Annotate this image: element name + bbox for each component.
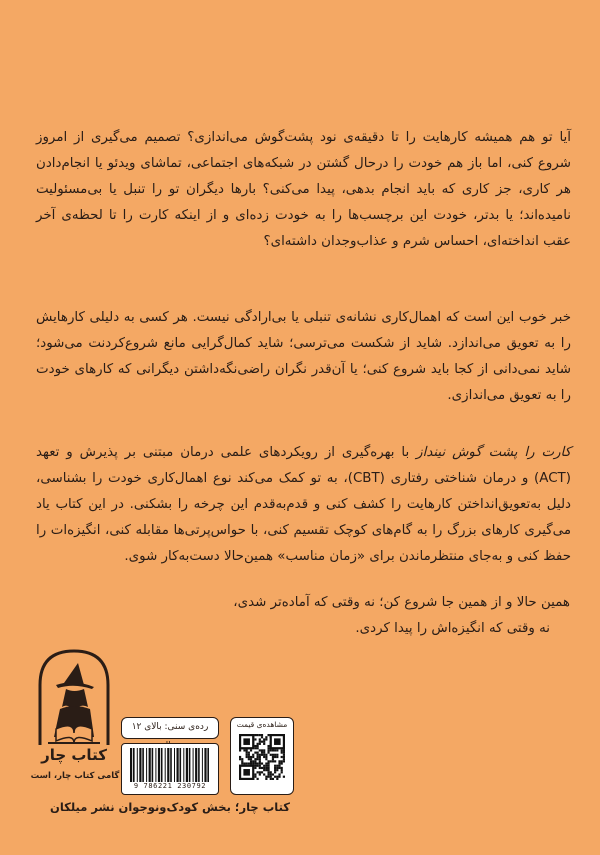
closing-line-1: همین حالا و از همین جا شروع کن؛ نه وقتی که آماده‌تر شدی،: [233, 595, 570, 610]
barcode-icon: [128, 748, 212, 782]
publisher-logo-name: کتاب چار: [41, 746, 107, 764]
good-news-paragraph: خبر خوب این است که اهمال‌کاری نشانه‌ی تنبلی یا بی‌ارادگی نیست. هر کسی به دلیلی کارهایش را به تعویق می‌اندازد. شاید از شکست می‌ترسی؛ شاید کمال‌گرایی مانع شروع‌کردنت می‌شود؛ شاید نمی‌دانی از کجا باید شروع کنی؛ یا آن‌قدر نگران راضی‌نگه‌داشتن دیگرانی که کارهای خودت را به تعویق می‌اندازی.: [36, 310, 571, 403]
closing-quote: [60, 590, 580, 642]
book-description-paragraph: [36, 440, 571, 570]
publisher-slogan: گامی کتاب چار، است: [30, 771, 120, 781]
qr-code-icon[interactable]: [239, 734, 285, 780]
intro-paragraph: آیا تو هم همیشه کارهایت را تا دقیقه‌ی نود پشت‌گوش می‌اندازی؟ تصمیم می‌گیری از امروز شروع کنی، اما باز هم خودت را درحال گشتن در شبکه‌های اجتماعی، تماشای ویدئو یا انجام‌دادن هر کاری، جز کاری که باید انجام بدهی، پیدا می‌کنی؟ بارها دیگران تو را تنبل یا بی‌مسئولیت نامیده‌اند؛ یا بدتر، خودت این برچسب‌ها را به خودت زده‌ای و از اینکه کارت را تا لحظه‌ی آخر عقب انداخته‌ای، احساس شرم و عذاب‌وجدان داشته‌ای؟: [36, 130, 571, 249]
book-description-body: با بهره‌گیری از رویکردهای علمی درمان مبتنی بر پذیرش و تعهد (ACT) و درمان شناختی رفتاری (CBT)، به تو کمک می‌کند نوع اهمال‌کاری خودت را بشناسی، دلیل به‌تعویق‌انداختن کارهایت را کشف کنی و قدم‌به‌قدم این چرخه را بشکنی. در این کتاب یاد می‌گیری کارهای بزرگ را به گام‌های کوچک تقسیم کنی، با حواس‌پرتی‌ها مقابله کنی، انگیزه‌ات را حفظ کنی و به‌جای منتظرماندن برای «زمان مناسب» همین‌حالا دست‌به‌کار شوی.: [36, 445, 571, 564]
price-qr-box[interactable]: [230, 717, 294, 795]
isbn-barcode: [121, 743, 219, 795]
age-rating-badge: رده‌ی سنی: بالای ۱۲: [121, 717, 219, 739]
publisher-footer: کتاب چار؛ بخش کودک‌ونوجوان نشر میلکان: [50, 800, 290, 814]
book-title-inline: کارت را پشت گوش نینداز: [416, 445, 571, 460]
qr-label: مشاهده‌ی قیمت: [236, 720, 288, 729]
isbn-number: 9 786221 230792: [133, 782, 207, 790]
closing-line-2: نه وقتی که انگیزه‌اش را پیدا کردی.: [355, 621, 550, 636]
